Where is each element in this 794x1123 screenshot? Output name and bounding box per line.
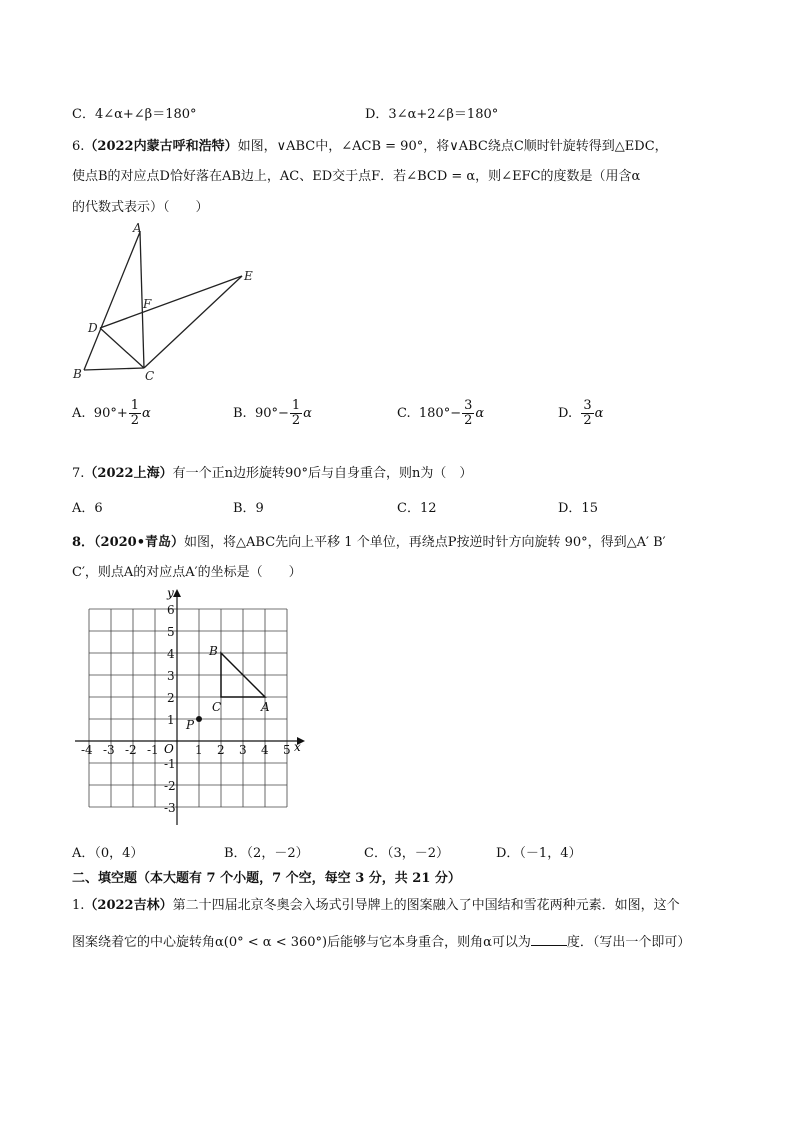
q6-triangle-figure: [70, 220, 270, 385]
q6-option-a: A. 90°+ $\frac{1}{2}$ α: [72, 398, 151, 428]
segment-bc: [84, 368, 144, 370]
q8-line1: [72, 531, 666, 550]
y-tick-label: -2: [164, 779, 176, 793]
question-number: 6.: [72, 139, 85, 154]
q8-option-c: C．（3，－2）: [364, 846, 449, 861]
q6-option-b: B. 90°− $\frac{1}{2}$ α: [233, 398, 312, 428]
label-c: C: [212, 700, 222, 714]
q7-option-a: A．6: [72, 501, 103, 516]
q8-option-a: A．（0，4）: [72, 846, 144, 861]
x-tick-label: 3: [239, 743, 247, 757]
label-p: P: [186, 718, 195, 732]
question-source: （2022吉林）: [84, 898, 173, 913]
x-tick-label: -2: [125, 743, 137, 757]
origin-label: O: [164, 742, 174, 756]
label-c: C: [145, 369, 155, 383]
q8-option-b: B．（2，－2）: [224, 846, 309, 861]
x-tick-label: 5: [283, 743, 291, 757]
label-f: F: [143, 297, 152, 311]
label-d: D: [88, 321, 98, 335]
x-tick-label: 2: [217, 743, 225, 757]
x-tick-label: 1: [195, 743, 203, 757]
y-tick-label: 4: [167, 647, 175, 661]
y-tick-label: -1: [164, 757, 176, 771]
q5-option-c: C．4∠α+∠β＝180°: [72, 107, 197, 122]
q5-option-d: D．3∠α+2∠β＝180°: [365, 107, 499, 122]
x-axis-label: x: [294, 740, 301, 754]
x-tick-label: -3: [103, 743, 115, 757]
section-heading: 二、填空题（本大题有 7 个小题，7 个空，每空 3 分，共 21 分）: [72, 871, 461, 886]
x-tick-label: -4: [81, 743, 93, 757]
question-text: 有一个正n边形旋转90°后与自身重合，则n为（ ）: [172, 466, 473, 481]
label-b: B: [73, 367, 82, 381]
x-tick-label: -1: [147, 743, 159, 757]
q8-line2: C′，则点A的对应点A′的坐标是（ ）: [72, 565, 302, 580]
q7-line: [72, 462, 472, 481]
y-tick-label: 6: [167, 603, 175, 617]
question-number: 8．: [72, 535, 95, 550]
q6-line2: 使点B的对应点D恰好落在AB边上，AC、ED交于点F．若∠BCD = α，则∠EFC的度数是（用含α: [72, 169, 641, 184]
question-text: 如图，∨ABC中，∠ACB = 90°，将∨ABC绕点C顺时针旋转得到△EDC，: [237, 139, 668, 154]
y-axis-label: y: [167, 586, 174, 600]
label-e: E: [244, 269, 253, 283]
y-tick-label: 3: [167, 669, 175, 683]
label-b: B: [209, 644, 218, 658]
q6-option-d: D. $\frac{3}{2}$ α: [558, 398, 604, 428]
fill1-line2: 图案绕着它的中心旋转角α(0° < α < 360°)后能够与它本身重合，则角α可以为 度．（写出一个即可）: [72, 935, 691, 950]
question-number: 1.: [72, 898, 85, 913]
q6-line1: [72, 135, 668, 154]
question-number: 7.: [72, 466, 85, 481]
question-source: （2020•青岛）: [94, 535, 185, 550]
q6-option-c: C. 180°− $\frac{3}{2}$ α: [397, 398, 485, 428]
label-a: A: [133, 221, 142, 235]
q7-option-d: D．15: [558, 501, 598, 516]
y-tick-label: 2: [167, 691, 175, 705]
y-tick-label: 5: [167, 625, 175, 639]
question-source: （2022内蒙古呼和浩特）: [84, 139, 238, 154]
point-p: [196, 716, 202, 722]
answer-blank[interactable]: [531, 933, 567, 946]
q7-option-b: B．9: [233, 501, 264, 516]
segment-ec: [144, 276, 242, 368]
fill1-line1: [72, 894, 680, 913]
question-text: 如图，将△ABC先向上平移 1 个单位，再绕点P按逆时针方向旋转 90°，得到△A′ B′: [184, 535, 666, 550]
segment-de: [100, 276, 242, 328]
segment-ab: [84, 232, 140, 370]
label-a: A: [261, 700, 270, 714]
y-tick-label: -3: [164, 801, 176, 815]
question-source: （2022上海）: [84, 466, 173, 481]
q8-option-d: D．（－1，4）: [496, 846, 582, 861]
y-tick-label: 1: [167, 713, 175, 727]
q6-line3: 的代数式表示）（ ）: [72, 200, 209, 215]
segment-dc: [100, 328, 144, 368]
x-tick-label: 4: [261, 743, 269, 757]
q7-option-c: C．12: [397, 501, 437, 516]
q8-coordinate-grid: [65, 585, 310, 830]
question-text: 第二十四届北京冬奥会入场式引导牌上的图案融入了中国结和雪花两种元素．如图，这个: [172, 898, 680, 913]
